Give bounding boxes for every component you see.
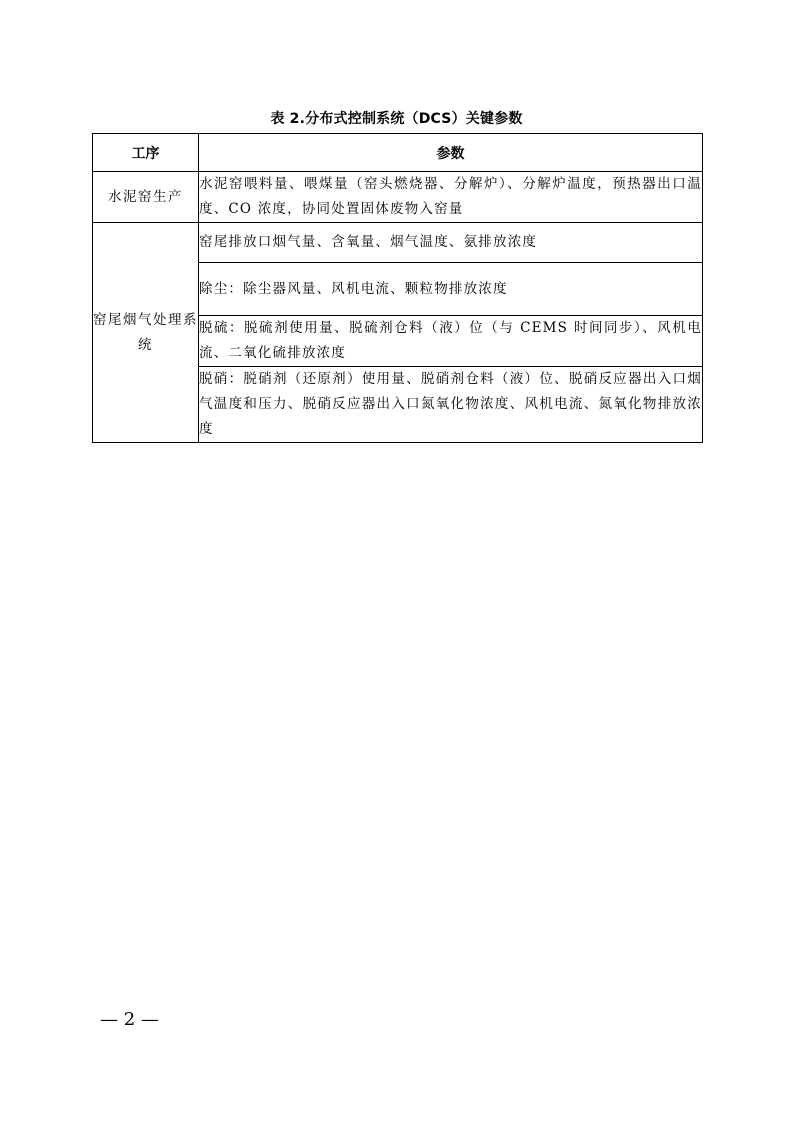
param-cell-desulfurization: 脱硫：脱硫剂使用量、脱硫剂仓料（液）位（与 CEMS 时间同步）、风机电流、二氧化硫排放浓度 <box>199 316 703 367</box>
stage-cell-flue-gas-treatment <box>93 223 199 443</box>
column-header-params: 参数 <box>199 134 703 172</box>
table-header-row <box>93 134 703 172</box>
table-row <box>93 223 703 263</box>
table-caption: 表 2.分布式控制系统（DCS）关键参数 <box>270 111 523 127</box>
stage-label: 窑尾烟气处理系统 <box>93 311 198 353</box>
param-cell-outlet: 窑尾排放口烟气量、含氧量、烟气温度、氨排放浓度 <box>199 223 703 263</box>
stage-cell-kiln-production: 水泥窑生产 <box>93 172 199 223</box>
param-cell-denitrification: 脱硝：脱硝剂（还原剂）使用量、脱硝剂仓料（液）位、脱硝反应器出入口烟气温度和压力、脱硝反应器出入口氮氧化物浓度、风机电流、氮氧化物排放浓度 <box>199 367 703 443</box>
param-cell-kiln-production: 水泥窑喂料量、喂煤量（窑头燃烧器、分解炉）、分解炉温度，预热器出口温度、CO 浓度，协同处置固体废物入窑量 <box>199 172 703 223</box>
dcs-parameters-table <box>92 133 703 443</box>
table-row <box>93 172 703 223</box>
param-cell-dust-removal: 除尘：除尘器风量、风机电流、颗粒物排放浓度 <box>199 263 703 316</box>
column-header-stage: 工序 <box>93 134 199 172</box>
page-number: — 2 — <box>100 1009 159 1030</box>
